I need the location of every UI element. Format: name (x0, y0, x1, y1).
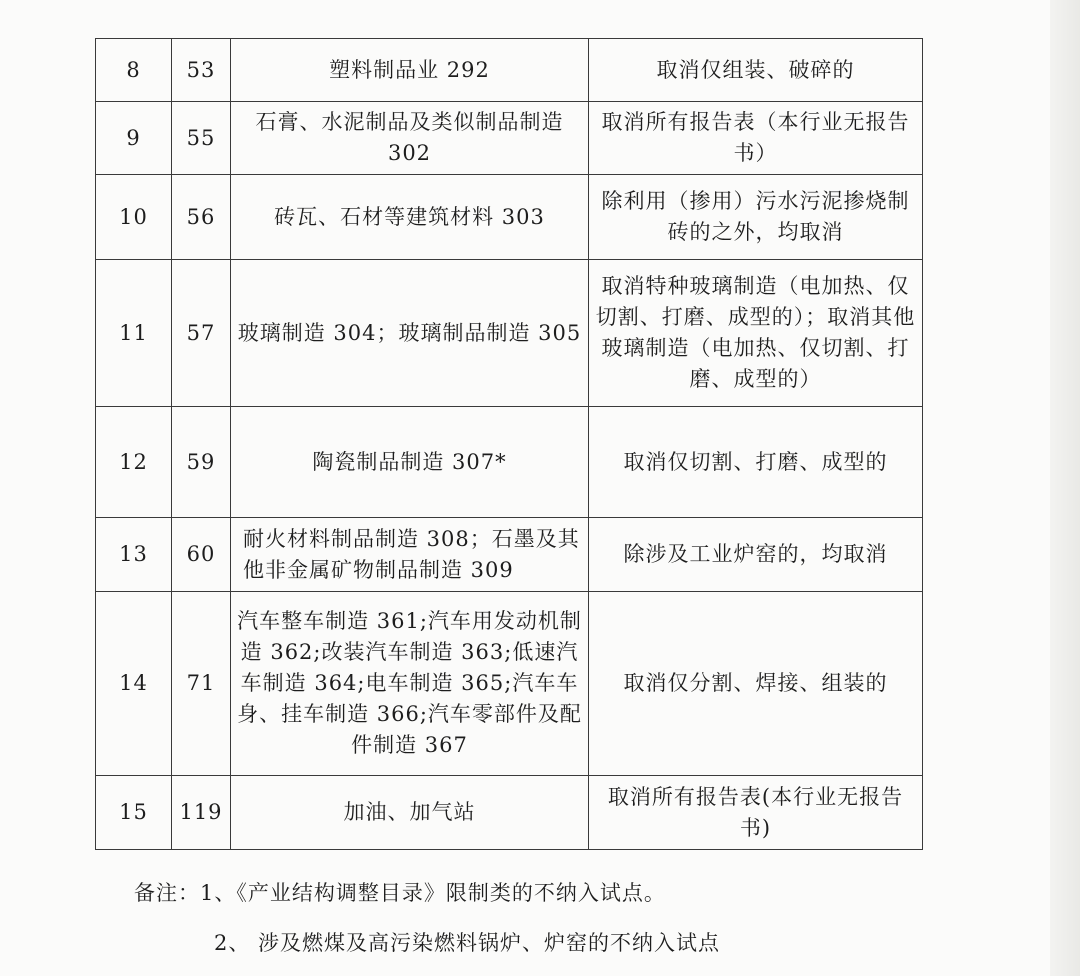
policy-cell: 取消仅分割、焊接、组装的 (589, 592, 923, 776)
industry-policy-table (95, 38, 923, 850)
row-number-cell: 10 (96, 175, 172, 260)
industry-cell: 石膏、水泥制品及类似制品制造 302 (231, 102, 589, 175)
category-code-cell: 71 (172, 592, 231, 776)
table-row (96, 407, 923, 518)
row-number-cell: 12 (96, 407, 172, 518)
category-code-cell: 60 (172, 518, 231, 592)
row-number-cell: 14 (96, 592, 172, 776)
row-number-cell: 9 (96, 102, 172, 175)
remark-line-1: 备注：1、《产业结构调整目录》限制类的不纳入试点。 (134, 881, 666, 905)
industry-cell: 砖瓦、石材等建筑材料 303 (231, 175, 589, 260)
table-row (96, 102, 923, 175)
remark-line-2: 2、 涉及燃煤及高污染燃料锅炉、炉窑的不纳入试点 (214, 931, 721, 955)
industry-cell: 塑料制品业 292 (231, 39, 589, 102)
table-row (96, 592, 923, 776)
row-number-cell: 8 (96, 39, 172, 102)
policy-cell: 取消特种玻璃制造（电加热、仅切割、打磨、成型的）；取消其他玻璃制造（电加热、仅切割、打磨、成型的） (589, 260, 923, 407)
policy-cell: 取消所有报告表(本行业无报告书) (589, 776, 923, 850)
row-number-cell: 13 (96, 518, 172, 592)
table-row (96, 518, 923, 592)
policy-cell: 除涉及工业炉窑的，均取消 (589, 518, 923, 592)
industry-cell: 耐火材料制品制造 308；石墨及其他非金属矿物制品制造 309 (231, 518, 589, 592)
industry-cell: 玻璃制造 304；玻璃制品制造 305 (231, 260, 589, 407)
remarks-section (134, 868, 720, 968)
industry-cell: 加油、加气站 (231, 776, 589, 850)
category-code-cell: 55 (172, 102, 231, 175)
category-code-cell: 59 (172, 407, 231, 518)
category-code-cell: 53 (172, 39, 231, 102)
table-row (96, 39, 923, 102)
category-code-cell: 119 (172, 776, 231, 850)
industry-cell: 汽车整车制造 361;汽车用发动机制造 362;改装汽车制造 363;低速汽车制造 364;电车制造 365;汽车车身、挂车制造 366;汽车零部件及配件制造 367 (231, 592, 589, 776)
industry-cell: 陶瓷制品制造 307* (231, 407, 589, 518)
category-code-cell: 57 (172, 260, 231, 407)
policy-cell: 取消仅切割、打磨、成型的 (589, 407, 923, 518)
policy-cell: 取消仅组装、破碎的 (589, 39, 923, 102)
table-row (96, 776, 923, 850)
table-row (96, 175, 923, 260)
policy-cell: 取消所有报告表（本行业无报告书） (589, 102, 923, 175)
policy-cell: 除利用（掺用）污水污泥掺烧制砖的之外，均取消 (589, 175, 923, 260)
table-row (96, 260, 923, 407)
row-number-cell: 11 (96, 260, 172, 407)
category-code-cell: 56 (172, 175, 231, 260)
row-number-cell: 15 (96, 776, 172, 850)
page-edge-shadow (1050, 0, 1080, 976)
